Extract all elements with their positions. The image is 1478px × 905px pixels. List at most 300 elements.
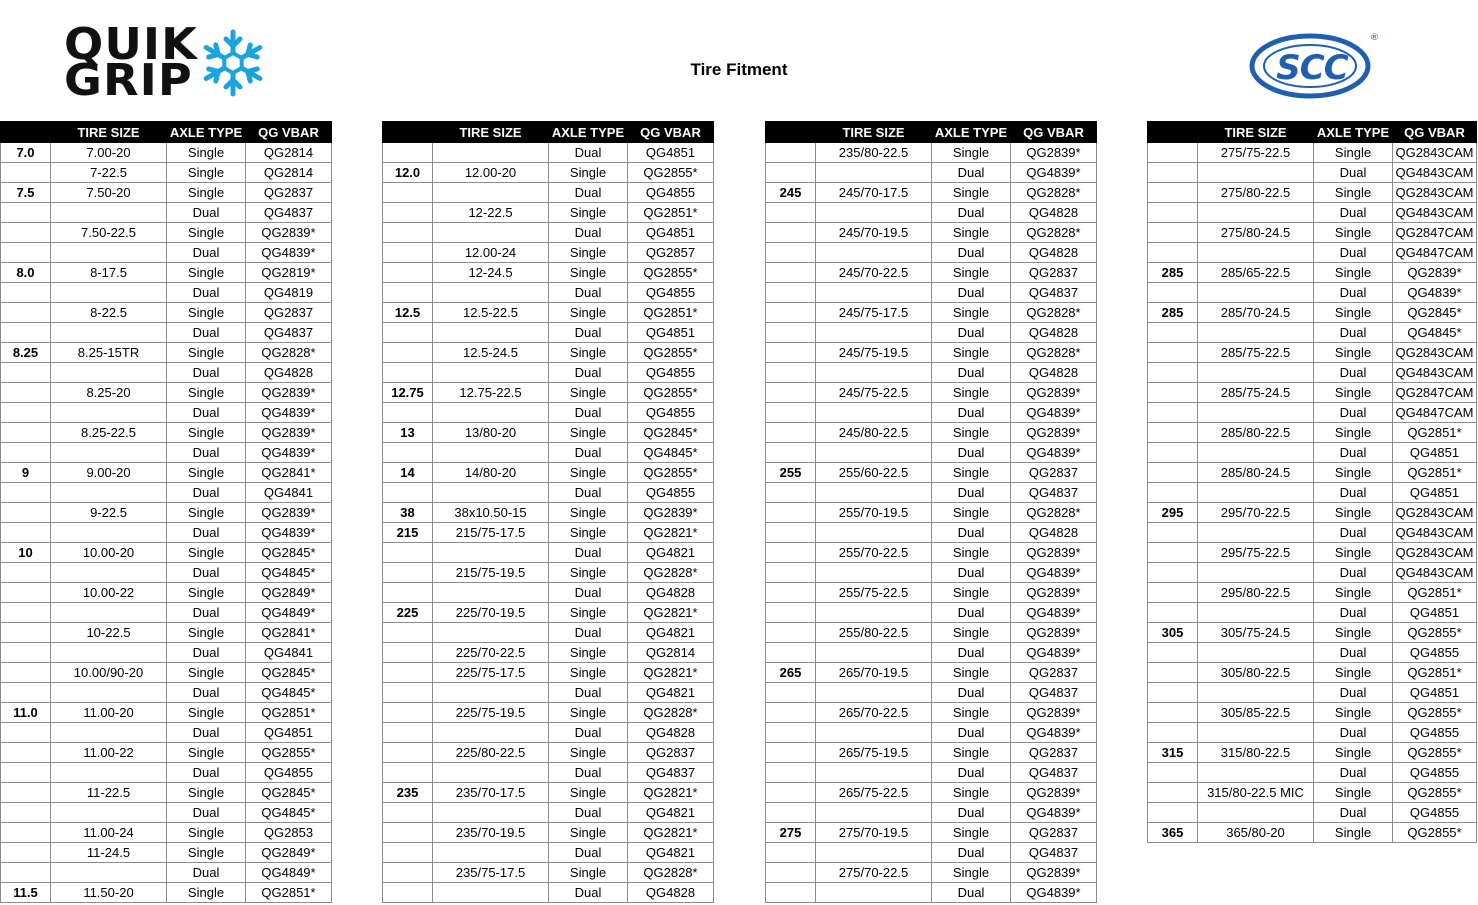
qg-vbar-cell: QG2828* [1011, 303, 1097, 323]
size-category-cell [766, 403, 816, 423]
tire-size-cell [816, 643, 932, 663]
qg-vbar-cell: QG2855* [246, 743, 332, 763]
axle-type-cell: Single [1314, 663, 1393, 683]
table-row [1, 843, 332, 863]
tire-size-cell [1198, 683, 1314, 703]
size-category-cell [1, 723, 51, 743]
qg-vbar-cell: QG4843CAM [1393, 203, 1477, 223]
table-row [1148, 523, 1477, 543]
size-category-cell [766, 563, 816, 583]
axle-type-cell: Single [167, 783, 246, 803]
size-category-cell: 13 [383, 423, 433, 443]
tire-size-cell: 285/80-24.5 [1198, 463, 1314, 483]
table-row [766, 803, 1097, 823]
col-header-size-category [766, 122, 816, 143]
table-row [383, 583, 714, 603]
tire-size-cell: 10.00/90-20 [51, 663, 167, 683]
tire-size-cell: 295/75-22.5 [1198, 543, 1314, 563]
axle-type-cell: Single [932, 463, 1011, 483]
table-row [1, 803, 332, 823]
table-row [766, 223, 1097, 243]
qg-vbar-cell: QG2837 [246, 183, 332, 203]
size-category-cell [766, 803, 816, 823]
tire-size-cell [433, 223, 549, 243]
axle-type-cell: Single [167, 823, 246, 843]
table-row [766, 483, 1097, 503]
size-category-cell [1148, 603, 1198, 623]
size-category-cell [383, 703, 433, 723]
axle-type-cell: Dual [167, 323, 246, 343]
size-category-cell [1, 403, 51, 423]
tire-size-cell: 245/75-19.5 [816, 343, 932, 363]
size-category-cell [1, 763, 51, 783]
table-row [383, 423, 714, 443]
size-category-cell [1, 783, 51, 803]
tire-size-cell [51, 403, 167, 423]
axle-type-cell: Dual [549, 803, 628, 823]
table-row [1, 463, 332, 483]
tire-size-cell: 305/75-24.5 [1198, 623, 1314, 643]
tire-size-cell: 225/75-17.5 [433, 663, 549, 683]
size-category-cell [1148, 403, 1198, 423]
tire-size-cell: 255/60-22.5 [816, 463, 932, 483]
axle-type-cell: Dual [1314, 203, 1393, 223]
qg-vbar-cell: QG4839* [1393, 283, 1477, 303]
axle-type-cell: Dual [1314, 403, 1393, 423]
axle-type-cell: Single [167, 583, 246, 603]
tire-size-cell [51, 243, 167, 263]
qg-vbar-cell: QG4851 [628, 143, 714, 163]
tire-size-cell [816, 843, 932, 863]
col-header-tire-size: TIRE SIZE [433, 122, 549, 143]
col-header-qg-vbar: QG VBAR [1393, 122, 1477, 143]
qg-vbar-cell: QG4837 [1011, 283, 1097, 303]
axle-type-cell: Single [167, 343, 246, 363]
axle-type-cell: Single [932, 623, 1011, 643]
table-row [766, 523, 1097, 543]
axle-type-cell: Dual [1314, 243, 1393, 263]
axle-type-cell: Single [167, 703, 246, 723]
table-row [1, 423, 332, 443]
table-row [383, 803, 714, 823]
axle-type-cell: Dual [932, 443, 1011, 463]
size-category-cell [383, 343, 433, 363]
size-category-cell [1148, 203, 1198, 223]
qg-vbar-cell: QG2845* [1393, 303, 1477, 323]
size-category-cell [1, 223, 51, 243]
size-category-cell [766, 543, 816, 563]
size-category-cell [1, 583, 51, 603]
size-category-cell [1, 863, 51, 883]
axle-type-cell: Dual [167, 763, 246, 783]
table-row [383, 523, 714, 543]
size-category-cell [383, 623, 433, 643]
tire-size-cell: 225/80-22.5 [433, 743, 549, 763]
qg-vbar-cell: QG2839* [1011, 863, 1097, 883]
size-category-cell [1148, 143, 1198, 163]
tire-size-cell [816, 203, 932, 223]
tire-size-cell: 9-22.5 [51, 503, 167, 523]
size-category-cell [383, 823, 433, 843]
axle-type-cell: Single [549, 163, 628, 183]
axle-type-cell: Dual [1314, 363, 1393, 383]
size-category-cell [1, 523, 51, 543]
axle-type-cell: Dual [167, 523, 246, 543]
size-category-cell: 285 [1148, 303, 1198, 323]
tire-size-cell: 235/80-22.5 [816, 143, 932, 163]
table-row [1148, 683, 1477, 703]
table-row [1148, 143, 1477, 163]
size-category-cell [766, 243, 816, 263]
tire-size-cell [816, 803, 932, 823]
qg-vbar-cell: QG2855* [628, 343, 714, 363]
col-header-axle-type: AXLE TYPE [932, 122, 1011, 143]
qg-vbar-cell: QG4855 [628, 283, 714, 303]
table-row [1, 623, 332, 643]
size-category-cell: 215 [383, 523, 433, 543]
qg-vbar-cell: QG4839* [1011, 883, 1097, 903]
axle-type-cell: Dual [932, 283, 1011, 303]
logo-left-line2: GRIP [64, 55, 193, 106]
qg-vbar-cell: QG2814 [246, 163, 332, 183]
qg-vbar-cell: QG2839* [246, 383, 332, 403]
axle-type-cell: Dual [549, 883, 628, 903]
qg-vbar-cell: QG4839* [1011, 643, 1097, 663]
qg-vbar-cell: QG2821* [628, 663, 714, 683]
size-category-cell [766, 703, 816, 723]
qg-vbar-cell: QG4819 [246, 283, 332, 303]
size-category-cell [1, 803, 51, 823]
tire-size-cell: 7.50-22.5 [51, 223, 167, 243]
tire-size-cell: 285/75-22.5 [1198, 343, 1314, 363]
qg-vbar-cell: QG2828* [1011, 503, 1097, 523]
tire-size-cell [1198, 643, 1314, 663]
axle-type-cell: Single [549, 823, 628, 843]
table-row [766, 743, 1097, 763]
tire-size-cell: 10.00-20 [51, 543, 167, 563]
qg-vbar-cell: QG4837 [1011, 483, 1097, 503]
qg-vbar-cell: QG2841* [246, 463, 332, 483]
size-category-cell: 315 [1148, 743, 1198, 763]
tire-size-cell [51, 563, 167, 583]
size-category-cell [1, 683, 51, 703]
table-row [383, 863, 714, 883]
qg-vbar-cell: QG2839* [1011, 383, 1097, 403]
size-category-cell: 11.5 [1, 883, 51, 903]
qg-vbar-cell: QG4839* [246, 523, 332, 543]
tire-size-cell: 11.00-24 [51, 823, 167, 843]
tire-size-cell: 215/75-17.5 [433, 523, 549, 543]
axle-type-cell: Dual [167, 683, 246, 703]
table-row [1148, 223, 1477, 243]
tire-size-cell [51, 863, 167, 883]
tire-size-cell [433, 883, 549, 903]
table-row [1148, 783, 1477, 803]
size-category-cell [1148, 383, 1198, 403]
size-category-cell [383, 663, 433, 683]
qg-vbar-cell: QG4828 [1011, 523, 1097, 543]
size-category-cell: 255 [766, 463, 816, 483]
qg-vbar-cell: QG4828 [1011, 203, 1097, 223]
size-category-cell [1148, 223, 1198, 243]
qg-vbar-cell: QG4828 [628, 883, 714, 903]
table-row [766, 883, 1097, 903]
table-row [383, 403, 714, 423]
tire-size-cell: 265/70-19.5 [816, 663, 932, 683]
tire-size-cell: 245/75-22.5 [816, 383, 932, 403]
size-category-cell [1148, 643, 1198, 663]
size-category-cell [1148, 183, 1198, 203]
axle-type-cell: Dual [1314, 723, 1393, 743]
table-row [1148, 763, 1477, 783]
table-row [1148, 483, 1477, 503]
size-category-cell [383, 183, 433, 203]
axle-type-cell: Single [1314, 303, 1393, 323]
axle-type-cell: Single [932, 423, 1011, 443]
table-row [766, 203, 1097, 223]
tire-size-cell: 245/70-22.5 [816, 263, 932, 283]
fitment-table-1 [0, 121, 332, 903]
qg-vbar-cell: QG2849* [246, 583, 332, 603]
qg-vbar-cell: QG4855 [628, 363, 714, 383]
qg-vbar-cell: QG4851 [246, 723, 332, 743]
size-category-cell: 275 [766, 823, 816, 843]
axle-type-cell: Single [932, 663, 1011, 683]
axle-type-cell: Single [167, 843, 246, 863]
qg-vbar-cell: QG2855* [1393, 783, 1477, 803]
table-row [383, 603, 714, 623]
table-row [383, 263, 714, 283]
size-category-cell [1148, 583, 1198, 603]
size-category-cell [1148, 423, 1198, 443]
axle-type-cell: Single [167, 463, 246, 483]
axle-type-cell: Single [167, 543, 246, 563]
qg-vbar-cell: QG2843CAM [1393, 343, 1477, 363]
tire-size-cell [433, 763, 549, 783]
axle-type-cell: Single [549, 243, 628, 263]
size-category-cell [766, 163, 816, 183]
tire-size-cell: 305/85-22.5 [1198, 703, 1314, 723]
tire-size-cell [433, 583, 549, 603]
qg-vbar-cell: QG2828* [1011, 183, 1097, 203]
tire-size-cell: 215/75-19.5 [433, 563, 549, 583]
qg-vbar-cell: QG2853 [246, 823, 332, 843]
axle-type-cell: Dual [1314, 603, 1393, 623]
table-row [1148, 183, 1477, 203]
table-row [1, 403, 332, 423]
size-category-cell: 10 [1, 543, 51, 563]
size-category-cell [1, 643, 51, 663]
table-row [766, 723, 1097, 743]
tire-size-cell: 365/80-20 [1198, 823, 1314, 843]
col-header-tire-size: TIRE SIZE [51, 122, 167, 143]
tire-size-cell: 245/70-17.5 [816, 183, 932, 203]
table-row [766, 843, 1097, 863]
qg-vbar-cell: QG2837 [1011, 743, 1097, 763]
axle-type-cell: Dual [167, 283, 246, 303]
tire-size-cell: 8-22.5 [51, 303, 167, 323]
size-category-cell [1148, 323, 1198, 343]
axle-type-cell: Single [1314, 143, 1393, 163]
tire-size-cell: 275/75-22.5 [1198, 143, 1314, 163]
axle-type-cell: Dual [167, 403, 246, 423]
tire-size-cell [433, 323, 549, 343]
size-category-cell [1148, 443, 1198, 463]
qg-vbar-cell: QG4855 [1393, 763, 1477, 783]
size-category-cell [1, 243, 51, 263]
tire-size-cell: 12.5-22.5 [433, 303, 549, 323]
table-row [766, 863, 1097, 883]
qg-vbar-cell: QG4839* [1011, 563, 1097, 583]
tire-size-cell [816, 483, 932, 503]
axle-type-cell: Dual [549, 623, 628, 643]
table-row [1, 243, 332, 263]
size-category-cell [766, 483, 816, 503]
size-category-cell [383, 263, 433, 283]
qg-vbar-cell: QG2828* [628, 703, 714, 723]
tire-size-cell: 11-22.5 [51, 783, 167, 803]
table-row [766, 263, 1097, 283]
table-row [766, 783, 1097, 803]
registered-mark: ® [1370, 33, 1379, 43]
table-row [383, 883, 714, 903]
qg-vbar-cell: QG4828 [1011, 243, 1097, 263]
axle-type-cell: Single [1314, 823, 1393, 843]
qg-vbar-cell: QG2814 [628, 643, 714, 663]
axle-type-cell: Dual [549, 763, 628, 783]
table-row [1148, 723, 1477, 743]
table-row [1, 203, 332, 223]
axle-type-cell: Single [932, 783, 1011, 803]
axle-type-cell: Dual [932, 523, 1011, 543]
table-row [383, 643, 714, 663]
tire-size-cell: 11-24.5 [51, 843, 167, 863]
qg-vbar-cell: QG2849* [246, 843, 332, 863]
table-row [766, 183, 1097, 203]
qg-vbar-cell: QG2839* [1011, 423, 1097, 443]
axle-type-cell: Dual [1314, 163, 1393, 183]
col-header-tire-size: TIRE SIZE [1198, 122, 1314, 143]
axle-type-cell: Single [549, 263, 628, 283]
tire-size-cell [51, 363, 167, 383]
table-row [383, 143, 714, 163]
qg-vbar-cell: QG4845* [1393, 323, 1477, 343]
table-row [383, 163, 714, 183]
axle-type-cell: Single [1314, 703, 1393, 723]
axle-type-cell: Dual [932, 243, 1011, 263]
table-row [1148, 203, 1477, 223]
qg-vbar-cell: QG2857 [628, 243, 714, 263]
table-row [1, 783, 332, 803]
tire-size-cell [816, 243, 932, 263]
size-category-cell: 265 [766, 663, 816, 683]
tire-size-cell [51, 683, 167, 703]
tire-size-cell: 265/75-22.5 [816, 783, 932, 803]
size-category-cell [383, 763, 433, 783]
qg-vbar-cell: QG2851* [246, 883, 332, 903]
axle-type-cell: Dual [1314, 563, 1393, 583]
size-category-cell [1, 383, 51, 403]
size-category-cell [1148, 523, 1198, 543]
qg-vbar-cell: QG2839* [628, 503, 714, 523]
axle-type-cell: Dual [932, 643, 1011, 663]
tire-size-cell: 275/80-24.5 [1198, 223, 1314, 243]
size-category-cell [766, 603, 816, 623]
qg-vbar-cell: QG2839* [1011, 703, 1097, 723]
table-row [383, 443, 714, 463]
table-row [766, 163, 1097, 183]
table-row [1, 263, 332, 283]
table-row [1148, 363, 1477, 383]
axle-type-cell: Dual [549, 843, 628, 863]
tire-size-cell: 13/80-20 [433, 423, 549, 443]
size-category-cell [1148, 563, 1198, 583]
axle-type-cell: Single [167, 663, 246, 683]
size-category-cell [1, 563, 51, 583]
table-row [1, 483, 332, 503]
table-row [1148, 463, 1477, 483]
qg-vbar-cell: QG2837 [246, 303, 332, 323]
qg-vbar-cell: QG2851* [1393, 583, 1477, 603]
tire-size-cell [816, 443, 932, 463]
qg-vbar-cell: QG2855* [628, 263, 714, 283]
qg-vbar-cell: QG2855* [628, 463, 714, 483]
table-row [1, 443, 332, 463]
tire-size-cell: 7.50-20 [51, 183, 167, 203]
size-category-cell [766, 743, 816, 763]
tire-size-cell: 295/80-22.5 [1198, 583, 1314, 603]
axle-type-cell: Single [932, 863, 1011, 883]
size-category-cell [1148, 683, 1198, 703]
scc-logo-text: SCC [1276, 48, 1348, 88]
axle-type-cell: Dual [1314, 323, 1393, 343]
axle-type-cell: Dual [1314, 683, 1393, 703]
table-row [1148, 643, 1477, 663]
table-row [383, 363, 714, 383]
tire-size-cell [1198, 483, 1314, 503]
size-category-cell [1, 323, 51, 343]
axle-type-cell: Single [167, 623, 246, 643]
axle-type-cell: Single [167, 383, 246, 403]
table-row [1, 163, 332, 183]
table-row [766, 503, 1097, 523]
table-row [1, 863, 332, 883]
table-row [766, 383, 1097, 403]
axle-type-cell: Single [549, 783, 628, 803]
tire-size-cell: 265/75-19.5 [816, 743, 932, 763]
size-category-cell [1148, 663, 1198, 683]
col-header-qg-vbar: QG VBAR [246, 122, 332, 143]
tire-size-cell [51, 803, 167, 823]
qg-vbar-cell: QG2837 [1011, 463, 1097, 483]
qg-vbar-cell: QG2837 [1011, 663, 1097, 683]
size-category-cell: 11.0 [1, 703, 51, 723]
axle-type-cell: Single [549, 343, 628, 363]
qg-vbar-cell: QG2855* [628, 163, 714, 183]
axle-type-cell: Single [932, 383, 1011, 403]
col-header-size-category [383, 122, 433, 143]
size-category-cell: 235 [383, 783, 433, 803]
table-row [383, 763, 714, 783]
axle-type-cell: Dual [932, 683, 1011, 703]
qg-vbar-cell: QG4839* [1011, 163, 1097, 183]
axle-type-cell: Dual [167, 643, 246, 663]
qg-vbar-cell: QG4821 [628, 623, 714, 643]
tire-size-cell [51, 643, 167, 663]
size-category-cell [1148, 283, 1198, 303]
size-category-cell [1, 603, 51, 623]
axle-type-cell: Single [167, 143, 246, 163]
